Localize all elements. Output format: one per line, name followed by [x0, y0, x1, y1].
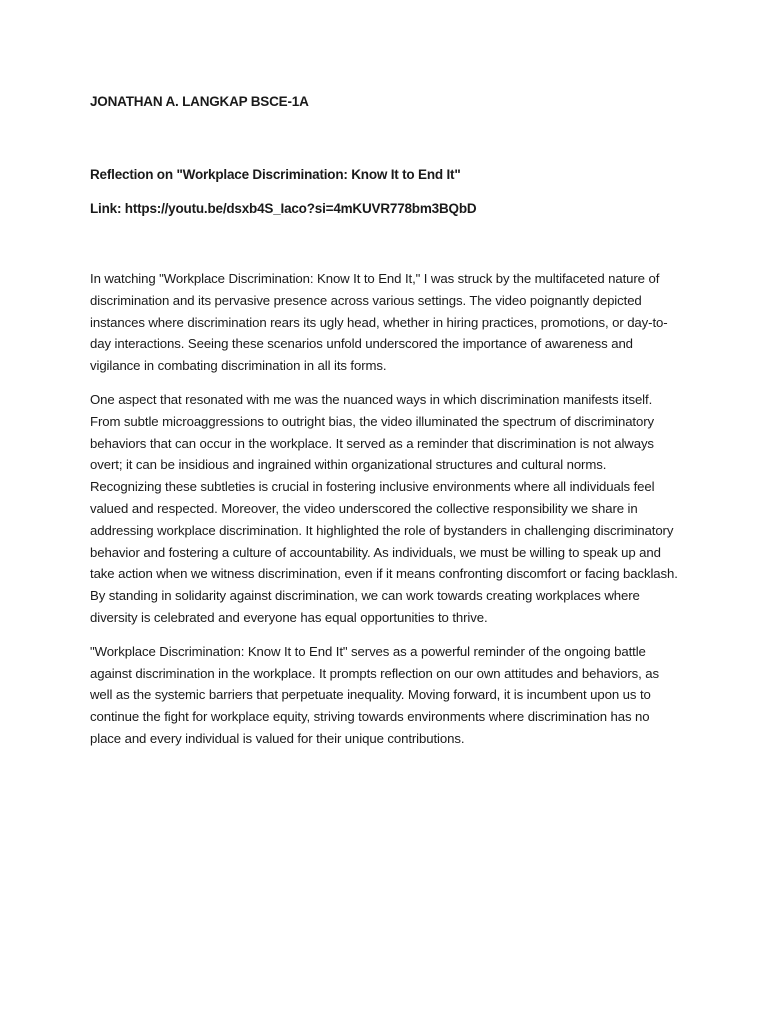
paragraph-1: In watching "Workplace Discrimination: Know It to End It," I was struck by the multifaceted nature of discrimination and its pervasive presence across various settings. The video poignantly depicted instances where discrimination rears its ugly head, whether in hiring practices, promotions, or day-to-day interactions. Seeing these scenarios unfold underscored the importance of awareness and vigilance in combating discrimination in all its forms.: [90, 271, 668, 374]
author-line: JONATHAN A. LANGKAP BSCE-1A: [90, 94, 309, 109]
video-link[interactable]: Link: https://youtu.be/dsxb4S_Iaco?si=4mKUVR778bm3BQbD: [90, 201, 477, 216]
paragraph-3: "Workplace Discrimination: Know It to End It" serves as a powerful reminder of the ongoing battle against discrimination in the workplace. It prompts reflection on our own attitudes and behaviors, as well as the systemic barriers that perpetuate inequality. Moving forward, it is incumbent upon us to continue the fight for workplace equity, striving towards environments where discrimination has no place and every individual is valued for their unique contributions.: [90, 643, 659, 746]
document-title: Reflection on "Workplace Discrimination: Know It to End It": [90, 167, 461, 182]
paragraph-2: One aspect that resonated with me was the nuanced ways in which discrimination manifests itself. From subtle microaggressions to outright bias, the video illuminated the spectrum of discriminatory behaviors that can occur in the workplace. It served as a reminder that discrimination is not always overt; it can be insidious and ingrained within organizational structures and cultural norms. Recognizing these subtleties is crucial in fostering inclusive environments where all individuals feel valued and respected. Moreover, the video underscored the collective responsibility we share in addressing workplace discrimination. It highlighted the role of bystanders in challenging discriminatory behavior and fostering a culture of accountability. As individuals, we must be willing to speak up and take action when we witness discrimination, even if it means confronting discomfort or facing backlash. By standing in solidarity against discrimination, we can work towards creating workplaces where diversity is celebrated and everyone has equal opportunities to thrive.: [90, 391, 678, 625]
document-body: [90, 93, 680, 762]
